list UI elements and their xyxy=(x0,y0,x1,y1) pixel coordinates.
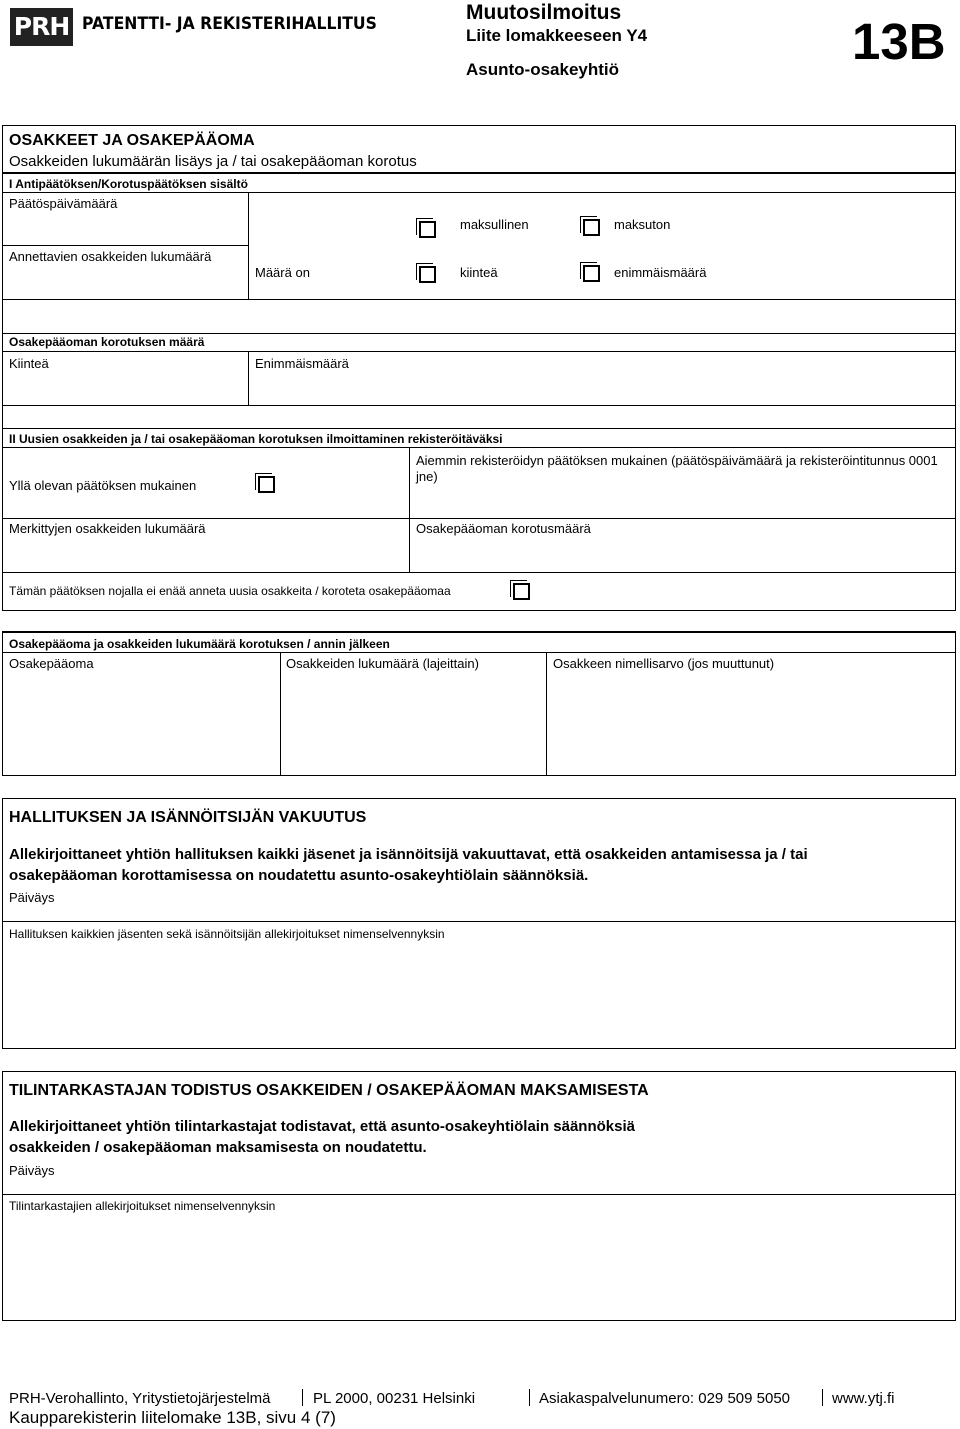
col-count-label: Osakkeiden lukumäärä (lajeittain) xyxy=(286,656,479,671)
footer-separator xyxy=(822,1389,823,1406)
divider xyxy=(2,1194,956,1195)
increase-total-label: Osakepääoman korotusmäärä xyxy=(416,521,591,536)
no-more-label: Tämän päätöksen nojalla ei enää anneta uusia osakkeita / koroteta osakepääomaa xyxy=(9,584,451,598)
footer-separator xyxy=(302,1389,303,1406)
nominal-field[interactable] xyxy=(553,674,953,772)
divider xyxy=(248,192,249,299)
decision-date-field[interactable] xyxy=(9,212,247,244)
section-1-title: I Antipäätöksen/Korotuspäätöksen sisältö xyxy=(9,177,248,191)
auditor-statement-1: Allekirjoittaneet yhtiön tilintarkastajat todistavat, että asunto-osakeyhtiölain säännöksiä xyxy=(9,1118,635,1135)
free-label: maksuton xyxy=(614,217,671,232)
previous-decision-label-1: Aiemmin rekisteröidyn päätöksen mukainen (päätöspäivämäärä ja rekisteröintitunnus 0001 xyxy=(416,453,938,468)
paid-checkbox[interactable] xyxy=(419,221,436,238)
auditor-date-field[interactable] xyxy=(9,1179,953,1193)
board-statement-2: osakepääoman korottamisessa on noudatettu asunto-osakeyhtiölain säännöksiä. xyxy=(9,867,589,884)
previous-decision-label-2: jne) xyxy=(416,469,438,484)
fixed-amount-field[interactable] xyxy=(9,373,247,403)
subscribed-field[interactable] xyxy=(9,538,407,570)
divider xyxy=(2,405,956,406)
divider xyxy=(546,652,547,776)
prh-logo: PRH xyxy=(10,8,73,46)
auditor-title: TILINTARKASTAJAN TODISTUS OSAKKEIDEN / OSAKEPÄÄOMAN MAKSAMISESTA xyxy=(9,1082,649,1099)
divider xyxy=(2,428,956,429)
divider xyxy=(2,572,956,573)
footer-org: PRH-Verohallinto, Yritystietojärjestelmä xyxy=(9,1390,271,1407)
previous-decision-field[interactable] xyxy=(416,486,954,516)
capital-field[interactable] xyxy=(9,674,277,772)
fixed-amount-label: Kiinteä xyxy=(9,356,49,371)
auditor-signatures-label: Tilintarkastajien allekirjoitukset nimenselvennyksin xyxy=(9,1199,276,1213)
divider xyxy=(2,921,956,922)
board-signatures-label: Hallituksen kaikkien jäsenten sekä isännöitsijän allekirjoitukset nimenselvennyksin xyxy=(9,927,445,941)
share-count-field[interactable] xyxy=(9,266,247,296)
share-count-label: Annettavien osakkeiden lukumäärä xyxy=(9,249,212,264)
divider xyxy=(409,447,410,572)
fixed-label: kiinteä xyxy=(460,265,498,280)
after-increase-title: Osakepääoma ja osakkeiden lukumäärä korotuksen / annin jälkeen xyxy=(9,637,390,651)
form-code: 13B xyxy=(852,13,946,70)
divider xyxy=(248,351,249,405)
col-nominal-label: Osakkeen nimellisarvo (jos muuttunut) xyxy=(553,656,775,671)
divider xyxy=(2,518,956,519)
divider xyxy=(2,299,956,300)
footer-address: PL 2000, 00231 Helsinki xyxy=(313,1390,476,1407)
divider xyxy=(2,172,956,174)
increase-total-field[interactable] xyxy=(416,538,954,570)
no-more-checkbox[interactable] xyxy=(513,583,530,600)
per-above-checkbox[interactable] xyxy=(258,476,275,493)
fixed-checkbox[interactable] xyxy=(419,266,436,283)
maximum-checkbox[interactable] xyxy=(583,265,600,282)
org-name: PATENTTI- JA REKISTERIHALLITUS xyxy=(82,14,377,34)
board-statement-1: Allekirjoittaneet yhtiön hallituksen kaikki jäsenet ja isännöitsijä vakuuttavat, että osakkeiden antamisessa ja / tai xyxy=(9,846,808,863)
col-capital-label: Osakepääoma xyxy=(9,656,94,671)
board-date-field[interactable] xyxy=(9,906,953,920)
footer-page: Kaupparekisterin liitelomake 13B, sivu 4 (7) xyxy=(9,1408,336,1427)
auditor-statement-2: osakkeiden / osakepääoman maksamisesta on noudatettu. xyxy=(9,1139,427,1156)
board-date-label: Päiväys xyxy=(9,890,55,905)
free-checkbox[interactable] xyxy=(583,219,600,236)
maximum-label: enimmäismäärä xyxy=(614,265,707,280)
paid-label: maksullinen xyxy=(460,217,529,232)
auditor-date-label: Päiväys xyxy=(9,1163,55,1178)
board-title: HALLITUKSEN JA ISÄNNÖITSIJÄN VAKUUTUS xyxy=(9,809,367,826)
footer-web-link[interactable]: www.ytj.fi xyxy=(832,1390,895,1407)
form-type: Asunto-osakeyhtiö xyxy=(466,60,620,79)
divider xyxy=(2,245,248,246)
divider xyxy=(2,192,956,193)
footer-phone: Asiakaspalvelunumero: 029 509 5050 xyxy=(539,1390,791,1407)
shares-subtitle: Osakkeiden lukumäärän lisäys ja / tai osakepääoman korotus xyxy=(9,153,417,170)
increase-amount-label: Osakepääoman korotuksen määrä xyxy=(9,335,205,349)
divider xyxy=(2,447,956,448)
decision-date-label: Päätöspäivämäärä xyxy=(9,196,118,211)
section-2-title: II Uusien osakkeiden ja / tai osakepääoman korotuksen ilmoittaminen rekisteröitäväksi xyxy=(9,432,503,446)
per-above-label: Yllä olevan päätöksen mukainen xyxy=(9,478,197,493)
count-field[interactable] xyxy=(286,674,542,772)
subscribed-label: Merkittyjen osakkeiden lukumäärä xyxy=(9,521,206,536)
divider xyxy=(2,333,956,334)
auditor-signatures-field[interactable] xyxy=(9,1216,953,1316)
form-title: Muutosilmoitus xyxy=(466,1,622,24)
amount-is-label: Määrä on xyxy=(255,265,310,280)
max-amount-label: Enimmäismäärä xyxy=(255,356,349,371)
board-signatures-field[interactable] xyxy=(9,944,953,1044)
shares-title: OSAKKEET JA OSAKEPÄÄOMA xyxy=(9,132,255,149)
max-amount-field[interactable] xyxy=(255,373,955,403)
divider xyxy=(280,652,281,776)
divider xyxy=(2,631,956,633)
divider xyxy=(2,351,956,352)
divider xyxy=(2,652,956,653)
footer-separator xyxy=(529,1389,530,1406)
form-subtitle: Liite lomakkeeseen Y4 xyxy=(466,26,648,45)
